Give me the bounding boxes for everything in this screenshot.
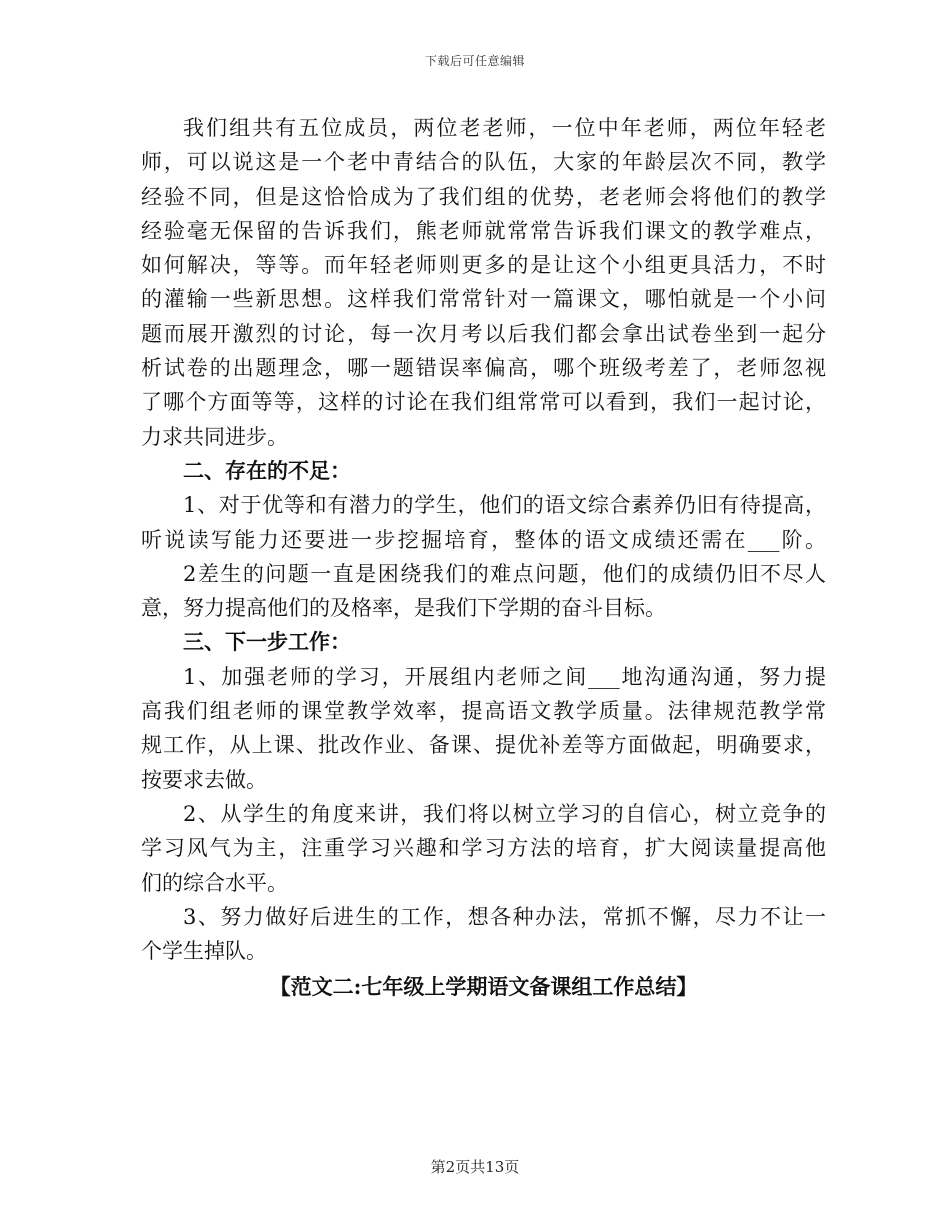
page-header: 下载后可任意编辑 xyxy=(424,54,525,68)
paragraph-line: 经验不同，但是这恰恰成为了我们组的优势，老老师会将他们的教学 xyxy=(141,184,826,209)
paragraph-line: 2、从学生的角度来讲，我们将以树立学习的自信心，树立竞争的 xyxy=(183,801,826,826)
paragraph-line: 听说读写能力还要进一步挖掘培育，整体的语文成绩还需在___阶。 xyxy=(141,527,826,552)
paragraph-line: 我们组共有五位成员，两位老老师，一位中年老师，两位年轻老 xyxy=(183,116,826,140)
paragraph-line: 按要求去做。 xyxy=(141,767,267,792)
section-heading: 二、存在的不足： xyxy=(183,457,351,483)
paragraph-line: 意，努力提高他们的及格率，是我们下学期的奋斗目标。 xyxy=(141,596,666,621)
paragraph-line: 学习风气为主，注重学习兴趣和学习方法的培育，扩大阅读量提高他 xyxy=(141,836,826,861)
paragraph-line: 经验毫无保留的告诉我们，熊老师就常常告诉我们课文的教学难点， xyxy=(141,218,826,243)
paragraph-line: 如何解决，等等。而年轻老师则更多的是让这个小组更具活力，不时 xyxy=(141,253,826,278)
paragraph-line: 高我们组老师的课堂教学效率，提高语文教学质量。法律规范教学常 xyxy=(141,699,826,724)
next-article-title: 【范文二:七年级上学期语文备课组工作总结】 xyxy=(269,974,698,1000)
paragraph-line: 1、加强老师的学习，开展组内老师之间___地沟通沟通，努力提 xyxy=(183,664,826,689)
paragraph-line: 力求共同进步。 xyxy=(141,424,288,449)
paragraph-line: 们的综合水平。 xyxy=(141,870,288,895)
paragraph-line: 析试卷的出题理念，哪一题错误率偏高，哪个班级考差了，老师忽视 xyxy=(141,356,826,381)
page-number: 第2页共13页 xyxy=(430,1158,520,1176)
paragraph-line: 师，可以说这是一个老中青结合的队伍，大家的年龄层次不同，教学 xyxy=(141,150,826,175)
paragraph-line: 的灌输一些新思想。这样我们常常针对一篇课文，哪怕就是一个小问 xyxy=(141,287,826,312)
paragraph-line: 题而展开激烈的讨论，每一次月考以后我们都会拿出试卷坐到一起分 xyxy=(141,321,826,346)
paragraph-line: 规工作，从上课、批改作业、备课、提优补差等方面做起，明确要求， xyxy=(141,733,826,758)
paragraph-line: 3、努力做好后进生的工作，想各种办法，常抓不懈，尽力不让一 xyxy=(183,904,826,929)
paragraph-line: 2差生的问题一直是困绕我们的难点问题，他们的成绩仍旧不尽人 xyxy=(183,561,826,586)
paragraph-line: 1、对于优等和有潜力的学生，他们的语文综合素养仍旧有待提高， xyxy=(183,493,826,518)
section-heading: 三、下一步工作： xyxy=(183,629,351,655)
paragraph-line: 个学生掉队。 xyxy=(141,939,267,964)
document-body xyxy=(141,111,826,1005)
paragraph-line: 了哪个方面等等，这样的讨论在我们组常常可以看到，我们一起讨论， xyxy=(141,390,826,415)
